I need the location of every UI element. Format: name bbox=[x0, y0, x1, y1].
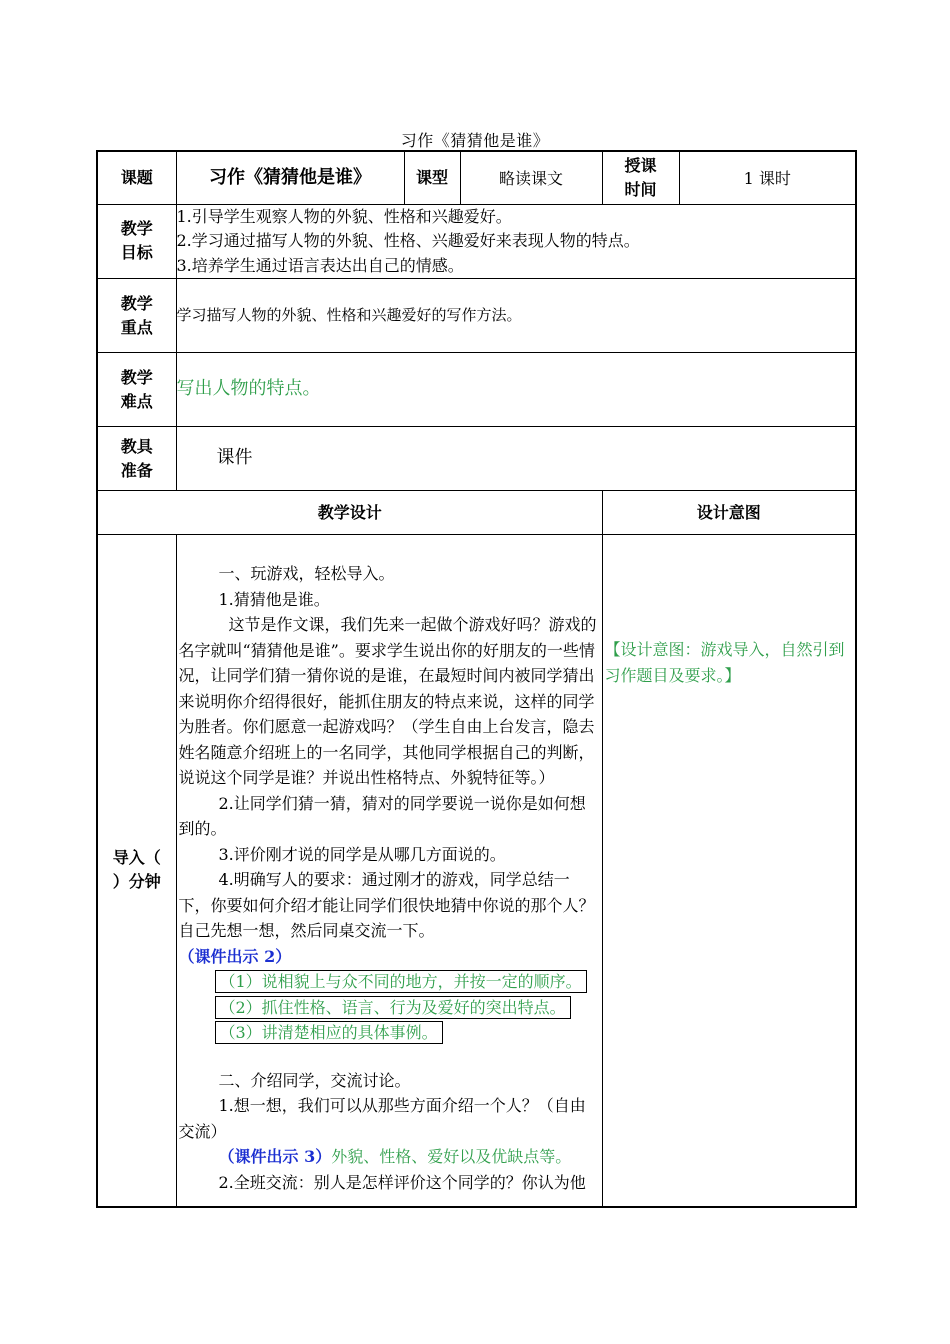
document-title: 习作《猜猜他是谁》 bbox=[400, 131, 550, 150]
paragraph: 3.评价刚才说的同学是从哪几方面说的。 bbox=[218, 844, 506, 864]
type-label: 课型 bbox=[404, 151, 460, 204]
requirement-box: （1）说相貌上与众不同的地方，并按一定的顺序。 bbox=[215, 970, 587, 993]
design-content bbox=[176, 535, 602, 1207]
topic-value: 习作《猜猜他是谁》 bbox=[176, 151, 404, 204]
focus-label: 教学重点 bbox=[97, 279, 176, 353]
focus-row bbox=[97, 279, 856, 353]
paragraph: 4.明确写人的要求：通过刚才的游戏，同学总结一下，你要如何介绍才能让同学们很快地猜中你说的那个人？自己先想一想，然后同桌交流一下。 bbox=[178, 870, 595, 940]
materials-label: 教具准备 bbox=[97, 427, 176, 491]
design-header: 教学设计 bbox=[97, 491, 602, 535]
goals-content bbox=[176, 204, 856, 279]
topic-label: 课题 bbox=[97, 151, 176, 204]
materials-content: 课件 bbox=[176, 427, 856, 491]
goal-item: 3.培养学生通过语言表达出自己的情感。 bbox=[176, 255, 464, 275]
header-row bbox=[97, 151, 856, 204]
intent-text: 【设计意图：游戏导入，自然引到习作题目及要求。】 bbox=[604, 640, 845, 685]
materials-row bbox=[97, 427, 856, 491]
goals-label: 教学目标 bbox=[97, 204, 176, 279]
goals-row bbox=[97, 204, 856, 279]
intent-content bbox=[602, 535, 856, 1207]
focus-content: 学习描写人物的外貌、性格和兴趣爱好的写作方法。 bbox=[176, 279, 856, 353]
section-title: 二、介绍同学，交流讨论。 bbox=[218, 1070, 411, 1090]
goal-item: 1.引导学生观察人物的外貌、性格和兴趣爱好。 bbox=[176, 206, 512, 226]
difficulty-label: 教学难点 bbox=[97, 353, 176, 427]
paragraph: 2.全班交流：别人是怎样评价这个同学的？你认为他 bbox=[218, 1172, 586, 1192]
intent-header: 设计意图 bbox=[602, 491, 856, 535]
paragraph: 这节是作文课，我们先来一起做个游戏好吗？游戏的名字就叫“猜猜他是谁”。要求学生说出你的好朋友的一些情况，让同学们猜一猜你说的是谁，在最短时间内被同学猜出来说明你介绍得很好，能抓住朋友的特点来说，这样的同学为胜者。你们愿意一起游戏吗？（学生自由上台发言，隐去姓名随意介绍班上的一名同学，其他同学根据自己的判断，说说这个同学是谁？并说出性格特点、外貌特征等。） bbox=[178, 615, 597, 787]
stage-label: 导入（ ）分钟 bbox=[97, 535, 176, 1207]
type-value: 略读课文 bbox=[460, 151, 602, 204]
difficulty-row bbox=[97, 353, 856, 427]
requirement-box: （3）讲清楚相应的具体事例。 bbox=[215, 1021, 443, 1044]
design-row bbox=[97, 535, 856, 1207]
courseware-3-text: 外貌、性格、爱好以及优缺点等。 bbox=[331, 1147, 572, 1166]
design-header-row bbox=[97, 491, 856, 535]
time-value: 1 课时 bbox=[679, 151, 856, 204]
paragraph: 2.让同学们猜一猜，猜对的同学要说一说你是如何想到的。 bbox=[178, 793, 586, 838]
courseware-2-label: （课件出示 2） bbox=[178, 946, 292, 966]
goal-item: 2.学习通过描写人物的外貌、性格、兴趣爱好来表现人物的特点。 bbox=[176, 231, 640, 250]
difficulty-content: 写出人物的特点。 bbox=[176, 353, 856, 427]
paragraph: 1.想一想，我们可以从那些方面介绍一个人？（自由交流） bbox=[178, 1096, 586, 1141]
paragraph: 1.猜猜他是谁。 bbox=[218, 589, 330, 609]
section-title: 一、玩游戏，轻松导入。 bbox=[218, 564, 395, 583]
requirement-box: （2）抓住性格、语言、行为及爱好的突出特点。 bbox=[215, 996, 571, 1019]
lesson-plan-table bbox=[96, 150, 857, 1208]
courseware-3-label: （课件出示 3） bbox=[218, 1147, 332, 1166]
requirement-boxes bbox=[215, 969, 598, 1046]
time-label: 授课时间 bbox=[602, 151, 679, 204]
